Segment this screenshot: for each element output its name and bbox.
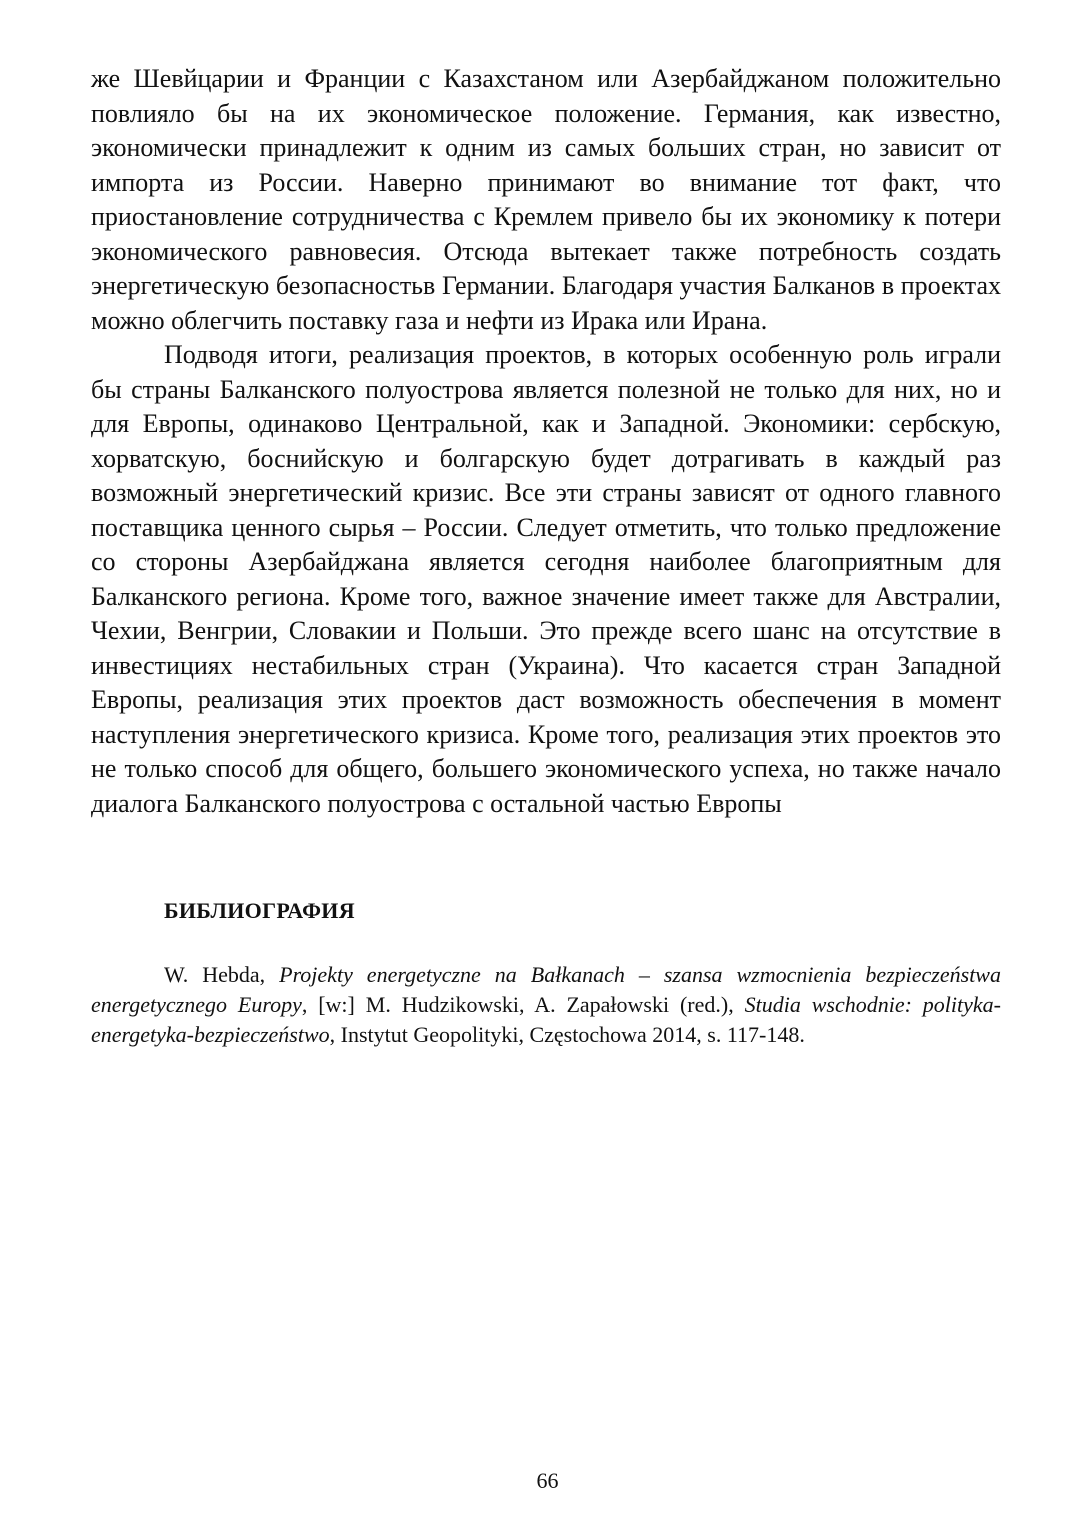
bibliography-entry xyxy=(91,960,1001,1050)
bib-title: Projekty energetyczne na Bałkanach – szansa wzmocnienia bezpieczeństwa energetycznego Europy xyxy=(91,962,1001,1017)
bib-editors: , [w:] M. Hudzikowski, A. Zapałowski (red.), xyxy=(301,992,745,1017)
body-paragraph-2: Подводя итоги, реализация проектов, в которых особенную роль играли бы страны Балканского полуострова является полезной не только для них, но и для Европы, одинаково Центральной, как и Западной. Экономики: сербскую, хорватскую, боснийскую и болгарскую будет дотрагивать в каждый раз возможный энергетический кризис. Все эти страны зависят от одного главного поставщика ценного сырья – России. Следует отметить, что только предложение со стороны Азербайджана является сегодня наиболее благоприятным для Балканского региона. Кроме того, важное значение имеет также для Австралии, Чехии, Венгрии, Словакии и Польши. Это прежде всего шанс на отсутствие в инвестициях нестабильных стран (Украина). Что касается стран Западной Европы, реализация этих проектов даст возможность обеспечения в момент наступления энергетического кризиса. Кроме того, реализация этих проектов это не только способ для общего, большего экономического успеха, но также начало диалога Балканского полуострова с остальной частью Европы xyxy=(91,340,1001,818)
bib-author: W. Hebda, xyxy=(164,962,280,987)
bib-collection: Studia wschodnie: polityka-energetyka-bezpieczeństwo xyxy=(91,992,1001,1047)
body-paragraph-1: же Шевйцарии и Франции с Казахстаном или Азербайджаном положительно повлияло бы на их экономическое положение. Германия, как известно, экономически принадлежит к одним из самых больших стран, но зависит от импорта из России. Наверно принимают во внимание тот факт, что приостановление сотрудничества с Кремлем привело бы их экономику к потери экономического равновесия. Отсюда вытекает также потребность создать энергетическую безопасностьв Германии. Благодаря участия Балканов в проектах можно облегчить поставку газа и нефти из Ирака или Ирана. xyxy=(91,64,1001,335)
bib-publisher: , Instytut Geopolityki, Częstochowa 2014, s. 117-148. xyxy=(329,1022,805,1047)
bibliography-heading: БИБЛИОГРАФИЯ xyxy=(164,898,355,923)
page-number: 66 xyxy=(536,1468,559,1493)
